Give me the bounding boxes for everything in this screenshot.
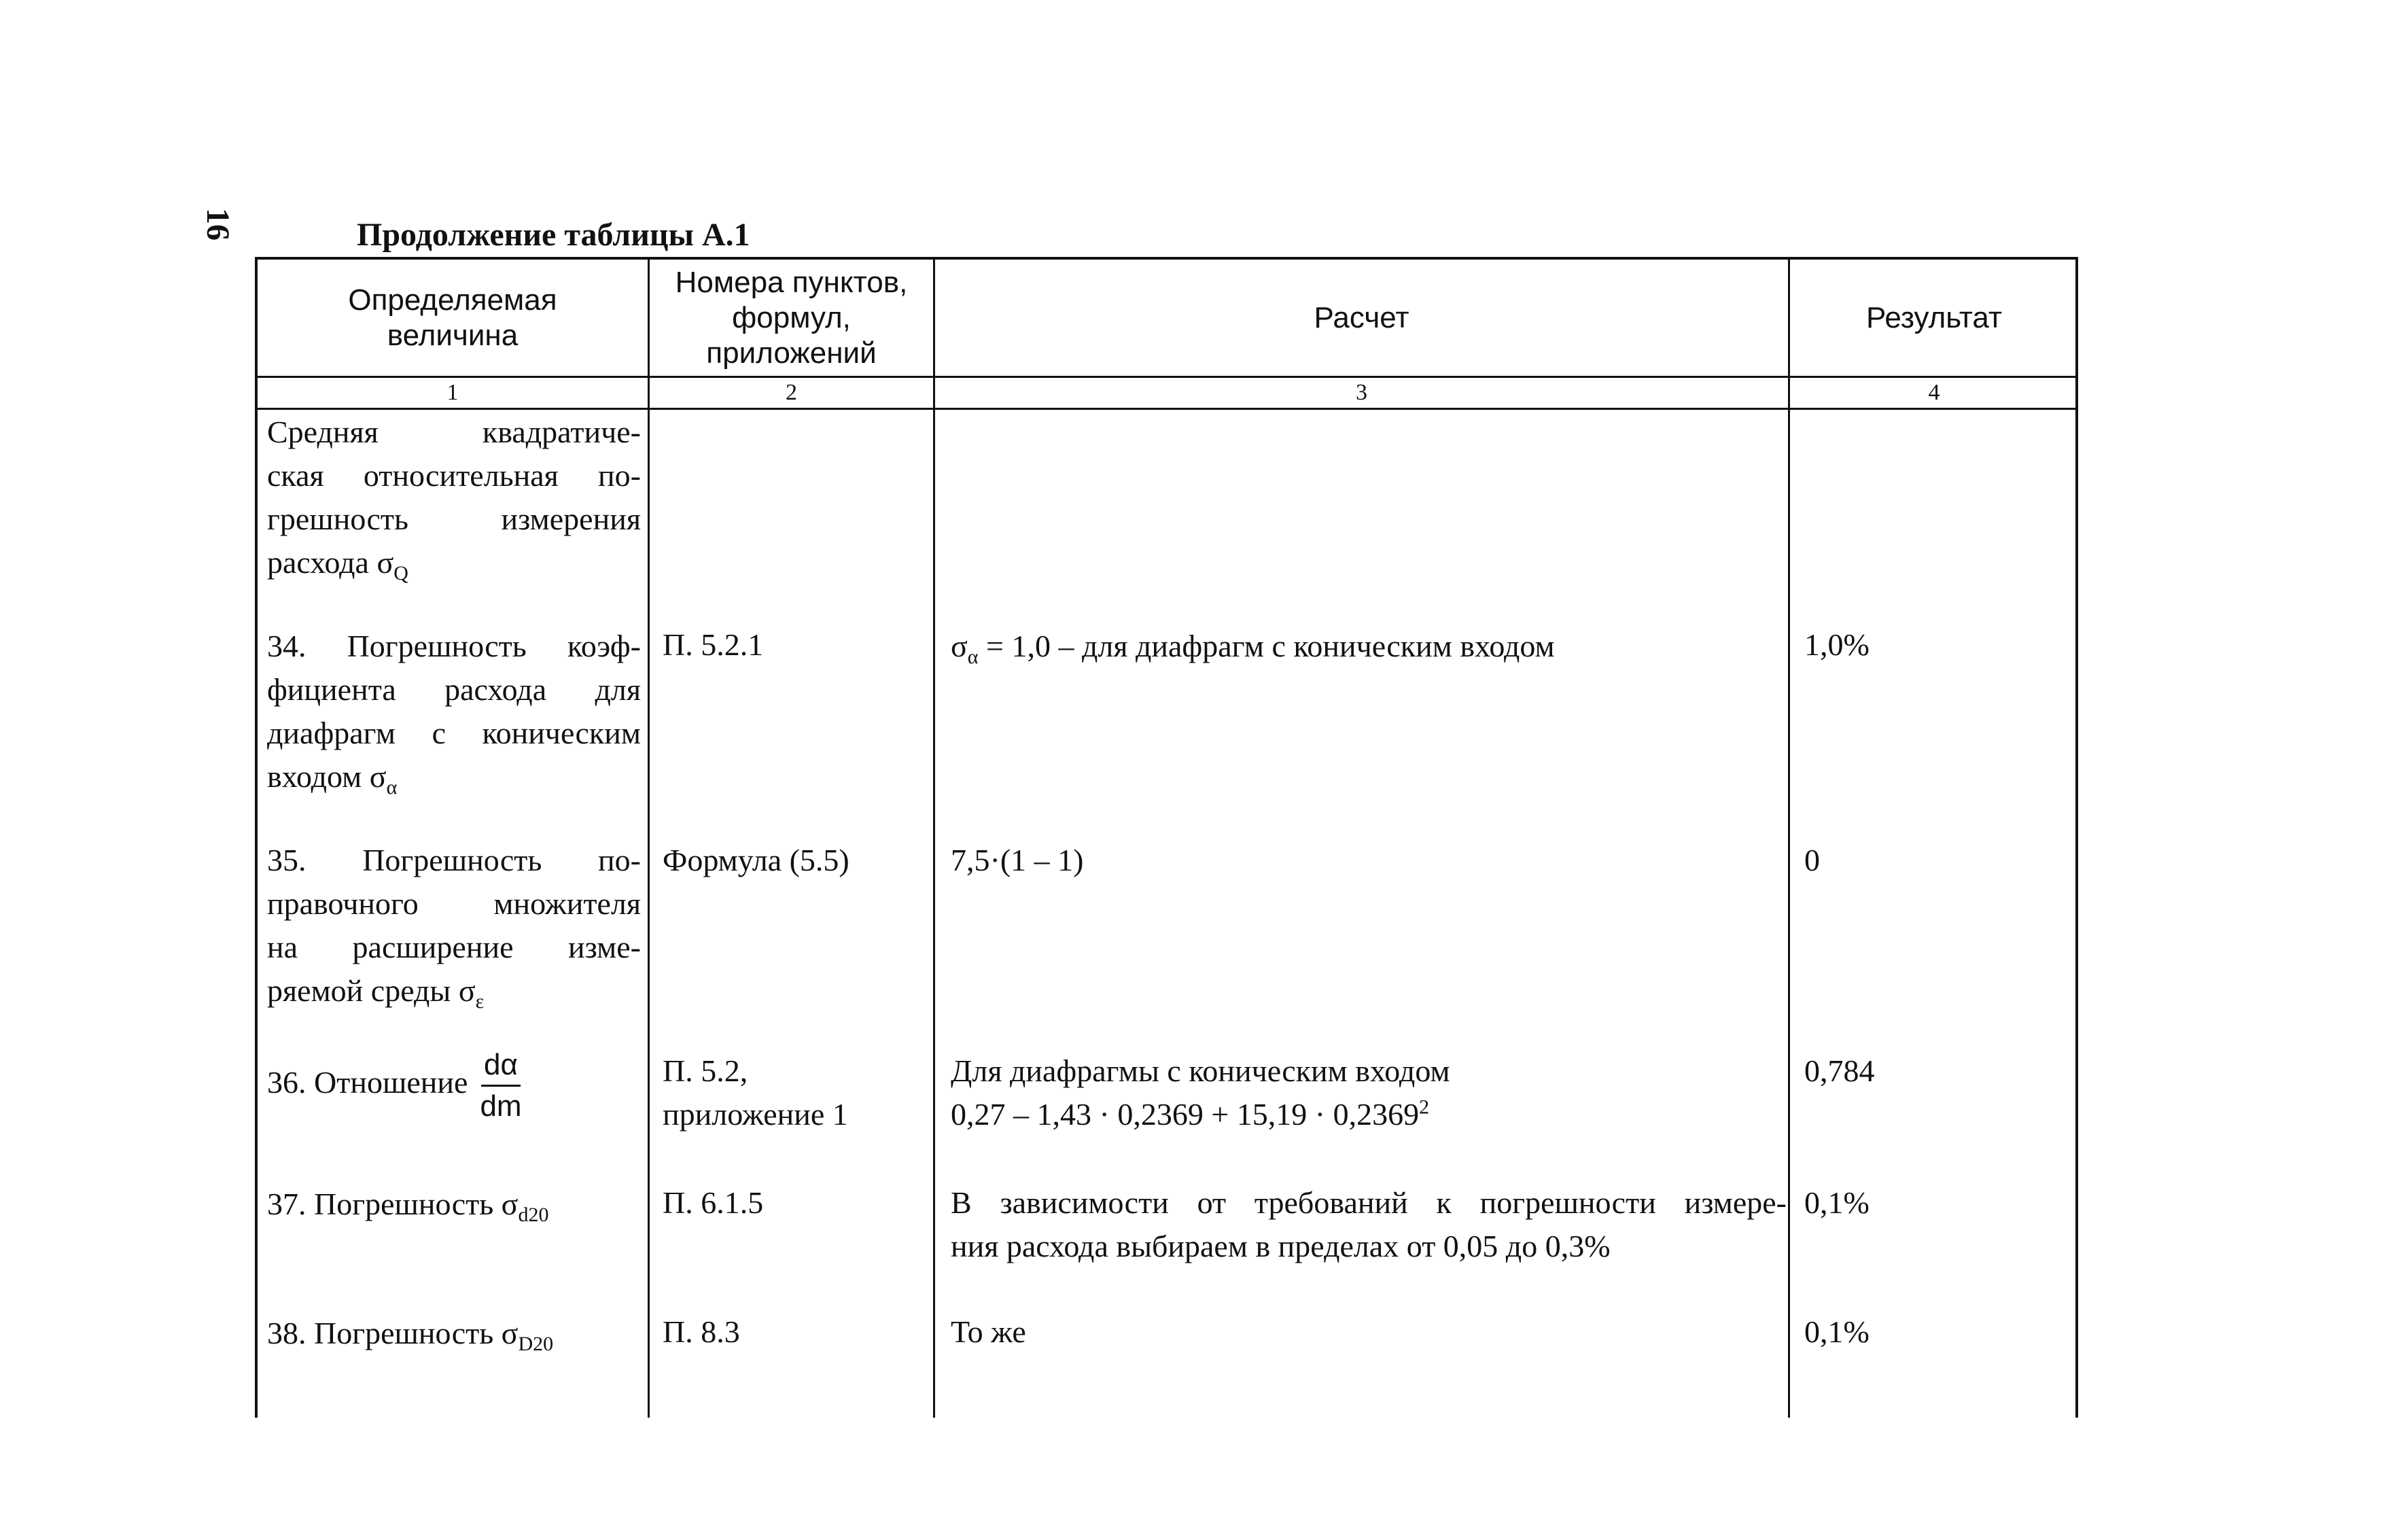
row-36-calculation: Для диафрагмы с коническим входом $0,27 - 1,43 \cdot 0,2369 + 15,19 \cdot 0,2369^2$ [951, 1053, 1450, 1132]
row-36-reference: П. 5.2, приложение 1 [663, 1053, 848, 1132]
header-calculation: Расчет [1314, 300, 1409, 334]
row-35-calculation: 7,5·(1 – 1) [951, 843, 1084, 877]
header-divider [258, 408, 2075, 410]
row-34-result: 1,0% [1804, 627, 1870, 662]
row-34-quantity: 34. Погрешность коэф- фициента расхода для диафрагм с коническим входом $\sigma_\alpha$ [267, 629, 641, 799]
row-37-calculation: В зависимости от требований к погрешности измере- ния расхода выбираем в пределах от 0,05 до 0,3% [951, 1185, 1787, 1263]
row-36-quantity: 36. Отношение $\frac{d\alpha}{dm}$ [267, 1048, 641, 1123]
row-38-quantity: 38. Погрешность $\sigma_{D20}$ [267, 1316, 554, 1356]
data-table [255, 257, 2078, 1418]
row-38-result: 0,1% [1804, 1314, 1870, 1349]
row-35-quantity: 35. Погрешность по- правочного множителя на расширение изме- ряемой среды $\sigma_\varepsilon$ [267, 843, 641, 1013]
row-36-result: 0,784 [1804, 1053, 1875, 1088]
row-35-reference: Формула (5.5) [663, 843, 849, 877]
row-37-result: 0,1% [1804, 1185, 1870, 1220]
table-caption: Продолжение таблицы А.1 [357, 217, 750, 253]
row-quantity-mean-square-error: Средняя квадратиче- ская относительная по- грешность измерения расхода $\sigma_Q$ [267, 415, 641, 585]
row-35-result: 0 [1804, 843, 1820, 877]
row-37-reference: П. 6.1.5 [663, 1185, 764, 1220]
header-result: Результат [1865, 300, 2003, 334]
column-divider [1788, 260, 1790, 1418]
row-37-quantity: 37. Погрешность $\sigma_{d20}$ [267, 1187, 549, 1227]
column-number-4: 4 [1928, 380, 1940, 405]
column-number-2: 2 [786, 380, 797, 405]
row-38-calculation: То же [951, 1314, 1026, 1349]
row-38-reference: П. 8.3 [663, 1314, 740, 1349]
column-number-3: 3 [1356, 380, 1367, 405]
row-34-calculation: $\sigma_\alpha = 1,0$ – для диафрагм с коническим входом [951, 629, 1555, 669]
column-divider [648, 260, 650, 1418]
row-34-reference: П. 5.2.1 [663, 627, 764, 662]
column-number-1: 1 [446, 380, 459, 405]
page-number: 16 [200, 208, 236, 241]
ratio-fraction: $\frac{d\alpha}{dm}$ [480, 1048, 522, 1123]
header-references: Номера пунктов, формул, приложений [675, 265, 908, 370]
header-quantity: Определяемая величина [348, 283, 557, 352]
column-divider [933, 260, 935, 1418]
